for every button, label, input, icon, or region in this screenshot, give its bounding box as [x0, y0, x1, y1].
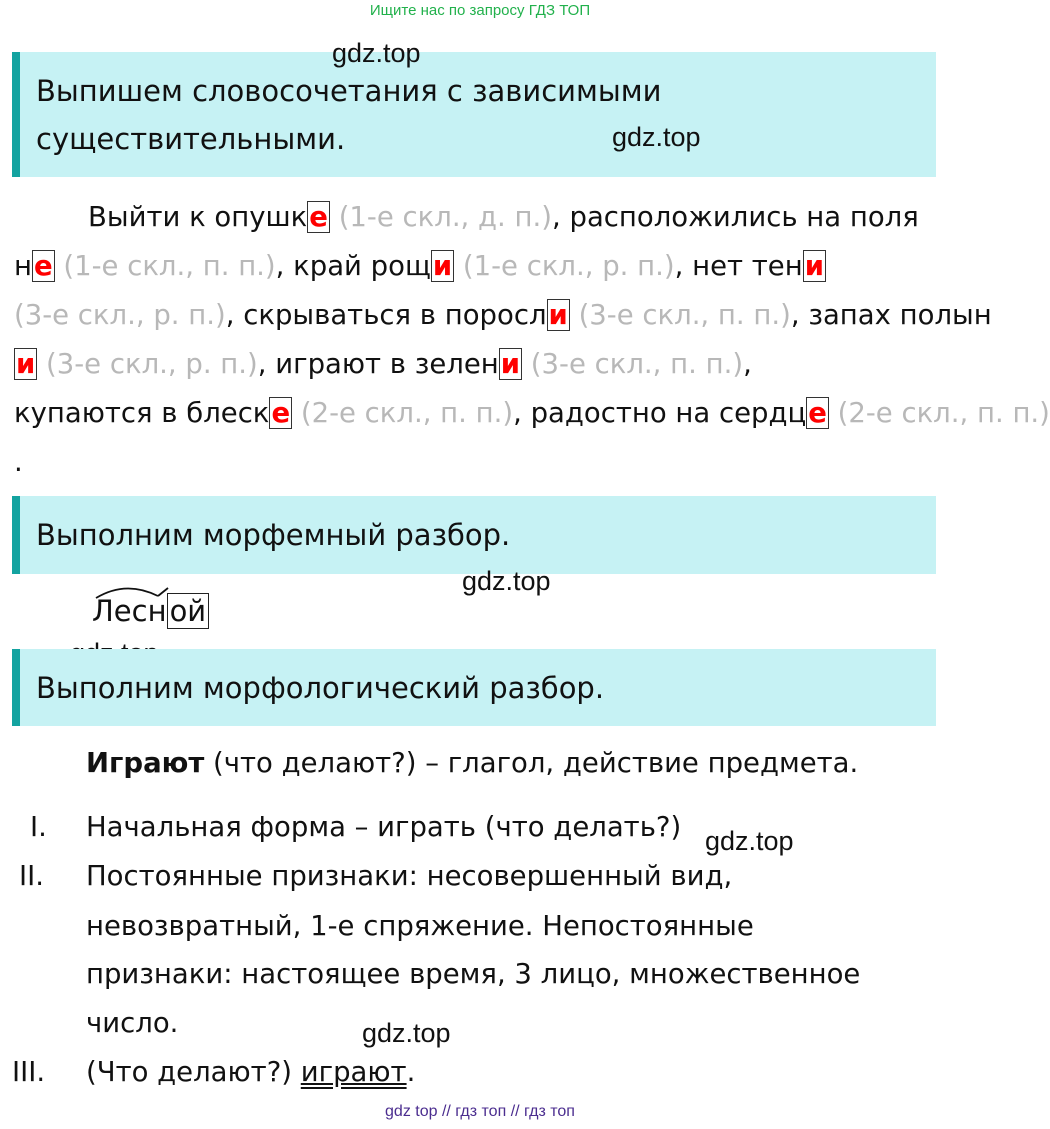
watermark: gdz.top [705, 826, 794, 856]
phrase-text: купаются в блеск [14, 397, 270, 429]
phrase-text: край рощ [293, 250, 431, 282]
section-title: Выполним морфемный разбор. [36, 518, 511, 552]
phrases-paragraph: Выйти к опушке (1-е скл., д. п.), расположились на поля не (1-е скл., п. п.), край рощи (1-е скл., р. п.), нет тени (3-е скл., р. п.), скрываться в поросли (3-е скл., п. п.), запах полын и (3-е скл., р. п.), играют в зелени (3-е скл., п. п.), купаются в блеске (2-е скл., п. п.), радостно на сердце (2-е скл., п. п.) . [14, 201, 1050, 478]
declension-note: (3-е скл., р. п.) [14, 299, 226, 331]
highlighted-ending: и [548, 299, 568, 331]
top-banner: Ищите нас по запросу ГДЗ ТОП [369, 2, 591, 19]
item-line: Начальная форма – играть (что делать?) [86, 811, 682, 843]
item-line: Постоянные признаки: несовершенный вид, [86, 860, 733, 892]
watermark: gdz.top [332, 38, 421, 68]
watermark: gdz.top [462, 566, 551, 596]
phrase-text: запах полын [808, 299, 992, 331]
morpheme-ending: ой [167, 593, 210, 629]
morpheme-word [92, 592, 209, 630]
phrase-text: н [14, 250, 32, 282]
phrase-text: скрываться в поросл [243, 299, 547, 331]
phrase-text: расположились на поля [569, 201, 919, 233]
item-line: признаки: настоящее время, 3 лицо, множественное [86, 958, 861, 990]
highlighted-ending: и [432, 250, 453, 282]
declension-note: (3-е скл., п. п.) [578, 299, 791, 331]
declension-note: (1-е скл., р. п.) [462, 250, 675, 282]
declension-note: (2-е скл., п. п.) [837, 397, 1050, 429]
declension-note: (1-е скл., д. п.) [338, 201, 552, 233]
analysis-word: Играют [86, 747, 205, 779]
declension-note: (2-е скл., п. п.) [300, 397, 514, 429]
item-line: (Что делают?) играют. [86, 1056, 416, 1088]
item-line: невозвратный, 1-е спряжение. Непостоянные [86, 910, 754, 942]
section-title-line2: существительными. [36, 122, 346, 156]
watermark: gdz.top [612, 122, 701, 152]
highlighted-ending: и [16, 348, 36, 380]
footer-links[interactable]: gdz top // гдз топ // гдз топ [385, 1103, 575, 1120]
morpheme-root: Лесн [92, 594, 167, 628]
declension-note: (3-е скл., р. п.) [46, 348, 258, 380]
analysis-intro [86, 747, 858, 779]
phrase-text: радостно на сердц [530, 397, 807, 429]
declension-note: (3-е скл., п. п.) [530, 348, 744, 380]
item-number: III. [12, 1056, 46, 1088]
phrase-text: Выйти к опушк [88, 201, 308, 233]
section-title-line1: Выпишем словосочетания с зависимыми [36, 74, 662, 108]
section-title: Выполним морфологический разбор. [36, 671, 605, 705]
underlined-predicate: играют [300, 1056, 407, 1088]
highlighted-ending: и [500, 348, 521, 380]
section-header-morphology [12, 649, 936, 726]
section-header-morpheme [12, 496, 936, 574]
highlighted-ending: е [271, 397, 291, 429]
highlighted-ending: е [309, 201, 328, 233]
item-number: I. [30, 811, 47, 843]
phrase-text: нет тен [692, 250, 803, 282]
analysis-intro-text: (что делают?) – глагол, действие предмета. [204, 747, 859, 779]
item-line: число. [86, 1007, 179, 1039]
declension-note: (1-е скл., п. п.) [63, 250, 276, 282]
highlighted-ending: е [33, 250, 53, 282]
highlighted-ending: и [804, 250, 824, 282]
phrase-text: играют в зелен [275, 348, 499, 380]
watermark: gdz.top [362, 1018, 451, 1048]
highlighted-ending: е [808, 397, 827, 429]
section-header-dependent-nouns [12, 52, 936, 177]
item-number: II. [19, 860, 44, 892]
